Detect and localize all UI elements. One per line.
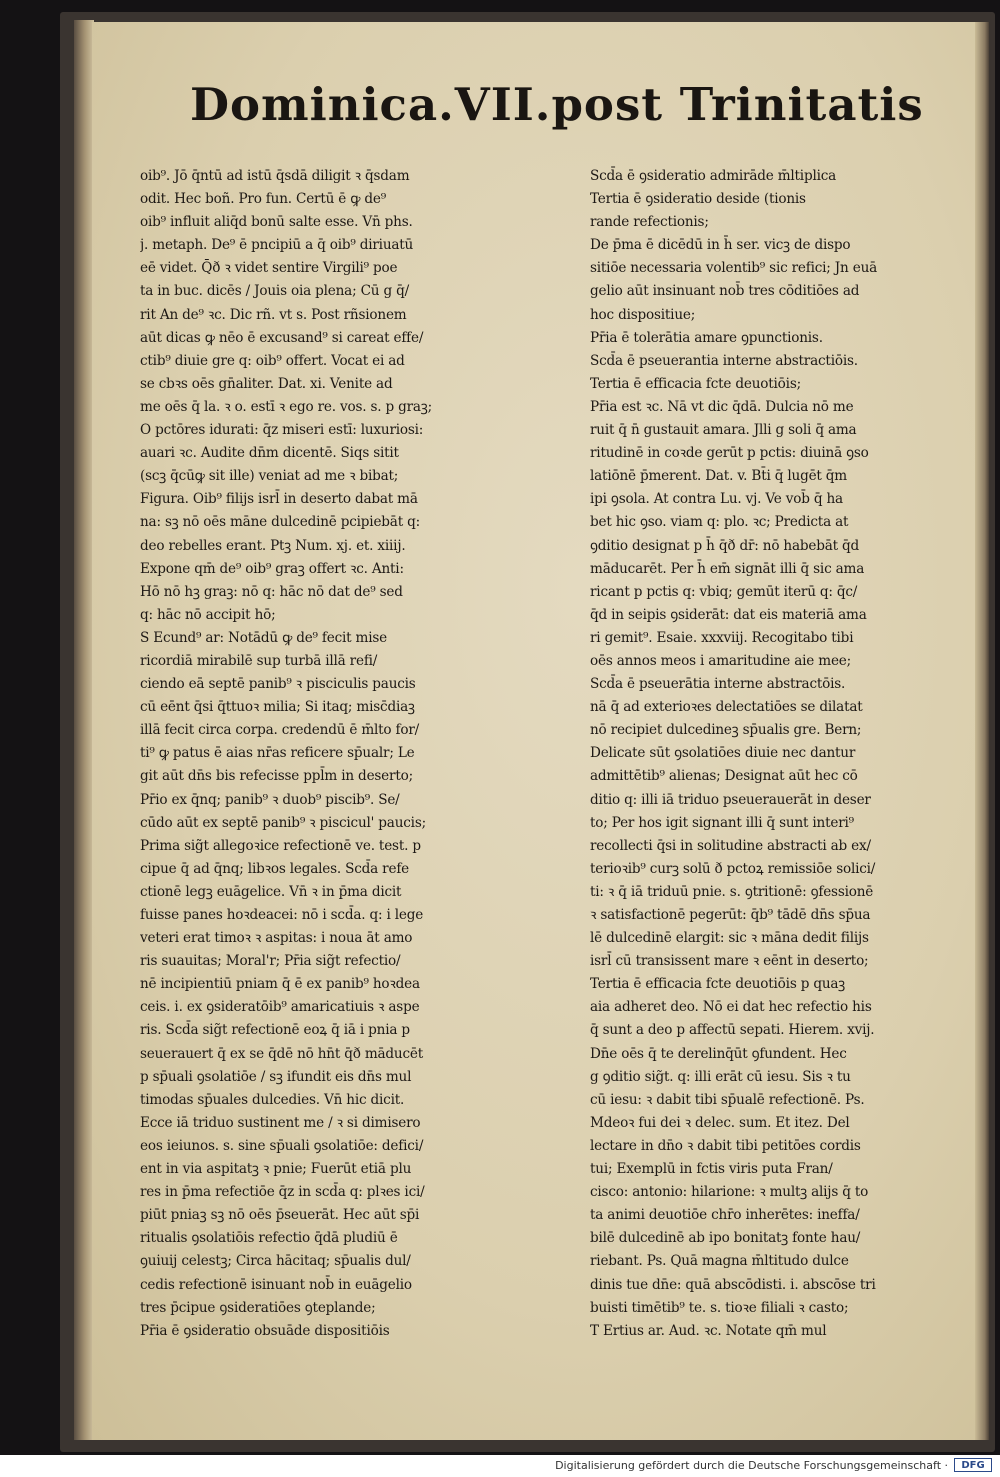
text-line: ꝛ satisfactionē pegerūt: q̄b⁹ tādē dn̄s sp̄ua bbox=[590, 907, 871, 923]
book-binding-edge bbox=[74, 20, 94, 1440]
page-heading: Dominica.VII.post Trinitatis bbox=[190, 78, 924, 131]
text-line: ꝯuiuij celestꝫ; Circa hācitaq; sp̄ualis dul/ bbox=[140, 1253, 411, 1270]
text-line: ti: ꝛ q̄ iā triduū pnie. s. ꝯtritionē: ꝯfessionē bbox=[590, 883, 874, 900]
text-line: ceis. i. ex ꝯsideratōib⁹ amaricatiuis ꝛ aspe bbox=[140, 999, 420, 1016]
text-line: cisco: antonio: hilarione: ꝛ multꝫ alijs q̄ to bbox=[590, 1184, 869, 1201]
text-line: ritualis ꝯsolatiōis refectio q̄dā pludiū ē bbox=[140, 1230, 398, 1247]
text-line: bet hic ꝯso. viam q: plo. ꝛc; Predicta at bbox=[590, 514, 849, 531]
text-line: Scd̄a ē pseuerantia interne abstractiōis. bbox=[590, 352, 858, 369]
text-line: lectare in dn̄o ꝛ dabit tibi petitōes cordis bbox=[590, 1137, 861, 1154]
text-line: cū eēnt q̄si q̄ttuoꝛ milia; Si itaq; misc̄diaꝫ bbox=[140, 699, 415, 716]
text-line: ti⁹ ꝙ patus ē aias nr̄as reficere sp̄ualr; Le bbox=[140, 745, 415, 762]
text-line: git aūt dn̄s bis refecisse ppl̄m in deserto; bbox=[140, 768, 413, 785]
text-line: buisti timētib⁹ te. s. tioꝛe filiali ꝛ casto; bbox=[590, 1299, 849, 1316]
text-line: nē incipientiū pniam q̄ ē ex panib⁹ hoꝛdea bbox=[140, 976, 420, 993]
text-line: sitiōe necessaria volentib⁹ sic refici; Jn euā bbox=[590, 260, 878, 277]
text-line: eos ieiunos. s. sine sp̄uali ꝯsolatiōe: defici/ bbox=[140, 1137, 424, 1154]
text-line: ta animi deuotiōe chr̄o inherētes: ineffa/ bbox=[590, 1207, 860, 1224]
text-line: q: hāc nō accipit hō; bbox=[140, 606, 276, 623]
text-line: tui; Exemplū in fctis viris puta Fran/ bbox=[590, 1161, 833, 1178]
text-line: dinis tue dn̄e: quā abscōdisti. i. abscōse tri bbox=[590, 1276, 876, 1293]
text-line: ris. Scd̄a sig̃t refectionē eoꝝ q̄ iā i pnia p bbox=[140, 1022, 410, 1039]
text-line: res in p̄ma refectiōe q̄z in scd̄a q: plꝛes ici/ bbox=[140, 1184, 425, 1201]
text-line: auari ꝛc. Audite dn̄m dicentē. Siqs sitit bbox=[140, 445, 399, 462]
text-line: ris suauitas; Moral'r; Pr̄ia sig̃t refectio/ bbox=[140, 953, 401, 970]
text-line: gelio aūt insinuant nob̄ tres cōditiōes ad bbox=[590, 283, 860, 300]
text-line: Delicate sūt ꝯsolatiōes diuie nec dantur bbox=[590, 745, 856, 762]
text-line: bilē dulcedinē ab ipo bonitatꝫ fonte hau/ bbox=[590, 1230, 861, 1247]
text-line: timodas sp̄uales dulcedies. Vn̄ hic dicit. bbox=[140, 1091, 405, 1108]
text-line: cūdo aūt ex septē panib⁹ ꝛ piscicul' paucis; bbox=[140, 814, 426, 831]
text-line: Dn̄e oēs q̄ te derelinq̄ūt ꝯfundent. Hec bbox=[590, 1045, 847, 1062]
text-line: na: sꝫ nō oēs māne dulcedinē pcipiebāt q: bbox=[140, 514, 420, 531]
text-line: deo rebelles erant. Ptꝫ Num. xj. et. xiiij. bbox=[140, 537, 406, 554]
text-line: to; Per hos igit signant illi q̄ sunt interi⁹ bbox=[590, 814, 854, 831]
text-line: oib⁹ influit aliq̄d bonū salte esse. Vn̄ phs. bbox=[140, 214, 413, 231]
text-line: ruit q̄ n̄ gustauit amara. Jlli g soli q̄ ama bbox=[590, 422, 857, 439]
text-line: tres p̄cipue ꝯsideratiōes ꝯteplande; bbox=[140, 1299, 376, 1316]
text-line: ꝯditio designat p h̄ q̄ð dr̄: nō habebāt q̄d bbox=[590, 537, 860, 554]
text-line: lē dulcedinē elargit: sic ꝛ māna dedit filijs bbox=[590, 930, 869, 947]
text-line: eē videt. Q̄ð ꝛ videt sentire Virgili⁹ poe bbox=[140, 260, 398, 277]
text-line: Tertia ē efficacia fcte deuotiōis; bbox=[590, 375, 801, 392]
text-line: nā q̄ ad exterioꝛes delectatiōes se dilatat bbox=[590, 699, 863, 716]
text-line: admittētib⁹ alienas; Designat aūt hec cō bbox=[590, 768, 858, 785]
text-line: S Ecund⁹ ar: Notādū ꝙ de⁹ fecit mise bbox=[140, 629, 388, 646]
text-line: illā fecit circa corpa. credendū ē m̄lto for/ bbox=[140, 722, 420, 739]
text-line: nō recipiet dulcedineꝫ sp̄ualis gre. Bern; bbox=[590, 722, 862, 739]
text-line: cū iesu: ꝛ dabit tibi sp̄ualē refectionē. Ps. bbox=[590, 1091, 865, 1108]
text-line: isrl̄ cū transissent mare ꝛ eēnt in deserto; bbox=[590, 953, 869, 970]
text-line: Scd̄a ē ꝯsideratio admirāde m̄ltiplica bbox=[590, 168, 837, 184]
text-line: oēs annos meos i amaritudine aie mee; bbox=[590, 652, 852, 669]
dfg-logo: DFG bbox=[954, 1458, 992, 1472]
text-line: māducarēt. Per h̄ em̄ signāt illi q̄ sic ama bbox=[590, 560, 865, 577]
text-line: Ecce iā triduo sustinent me / ꝛ si dimisero bbox=[140, 1114, 421, 1131]
text-line: cipue q̄ ad q̄nq; libꝛos legales. Scd̄a refe bbox=[140, 860, 409, 877]
digitization-credit: Digitalisierung gefördert durch die Deutsche Forschungsgemeinschaft · bbox=[555, 1459, 948, 1472]
text-line: riebant. Ps. Quā magna m̄ltitudo dulce bbox=[590, 1253, 849, 1270]
text-line: p sp̄uali ꝯsolatiōe / sꝫ ifundit eis dn̄s mul bbox=[140, 1068, 412, 1085]
text-line: hoc dispositiue; bbox=[590, 306, 696, 323]
text-line: Pr̄io ex q̄nq; panib⁹ ꝛ duob⁹ piscib⁹. Se/ bbox=[140, 791, 400, 808]
text-line: g ꝯditio sig̃t. q: illi erāt cū iesu. Sis ꝛ tu bbox=[590, 1068, 851, 1085]
text-line: q̄ sunt a deo p affectū sepati. Hierem. xvij. bbox=[590, 1022, 875, 1039]
text-line: veteri erat timoꝛ ꝛ aspitas: i noua āt amo bbox=[140, 930, 413, 947]
text-line: se cbꝛs oēs gn̄aliter. Dat. xi. Venite ad bbox=[140, 375, 393, 392]
text-line: Hō nō hꝫ graꝫ: nō q: hāc nō dat de⁹ sed bbox=[140, 583, 403, 600]
text-line: latiōnē p̄merent. Dat. v. Bt̄i q̄ lugēt q̄m bbox=[590, 468, 847, 485]
text-line: j. metaph. De⁹ ē pncipiū a q̄ oib⁹ diriuatū bbox=[140, 237, 414, 254]
left-text-column bbox=[140, 165, 576, 1343]
text-line: ipi ꝯsola. At contra Lu. vj. Ve vob̄ q̄ ha bbox=[590, 491, 843, 508]
text-line: ciendo eā septē panib⁹ ꝛ pisciculis paucis bbox=[140, 676, 416, 693]
right-text-column bbox=[590, 165, 935, 1343]
text-line: cedis refectionē isinuant nob̄ in euāgelio bbox=[140, 1276, 412, 1293]
text-line: ditio q: illi iā triduo pseuerauerāt in deser bbox=[590, 791, 871, 808]
text-line: (scꝫ q̄cūꝙ sit ille) veniat ad me ꝛ bibat; bbox=[140, 468, 399, 485]
text-line: ctionē legꝫ euāgelice. Vn̄ ꝛ in p̄ma dicit bbox=[140, 883, 402, 900]
text-line: recollecti q̄si in solitudine abstracti ab ex/ bbox=[590, 837, 871, 854]
text-line: ricordiā mirabilē sup turbā illā refi/ bbox=[140, 652, 378, 669]
text-line: Mdeoꝛ fui dei ꝛ delec. sum. Et itez. Del bbox=[590, 1114, 850, 1131]
text-line: rit An de⁹ ꝛc. Dic rñ. vt s. Post rñsionem bbox=[140, 306, 407, 323]
text-line: fuisse panes hoꝛdeacei: nō i scd̄a. q: i lege bbox=[140, 907, 424, 923]
text-line: ent in via aspitatꝫ ꝛ pnie; Fuerūt etiā plu bbox=[140, 1161, 412, 1178]
text-line: oib⁹. Jō q̄ntū ad istū q̄sdā diligit ꝛ q̄sdam bbox=[140, 168, 410, 184]
text-line: Scd̄a ē pseuerātia interne abstractōis. bbox=[590, 676, 846, 693]
text-line: terioꝛib⁹ curꝫ solū ð pctoꝝ remissiōe solici/ bbox=[590, 860, 876, 877]
text-line: ctib⁹ diuie gre q: oib⁹ offert. Vocat ei ad bbox=[140, 352, 405, 369]
text-line: T Ertius ar. Aud. ꝛc. Notate qm̄ mul bbox=[590, 1322, 827, 1339]
text-line: aia adheret deo. Nō ei dat hec refectio his bbox=[590, 999, 872, 1016]
text-line: Tertia ē efficacia fcte deuotiōis p quaꝫ bbox=[590, 976, 846, 993]
text-line: piūt pniaꝫ sꝫ nō oēs p̄seuerāt. Hec aūt sp̄i bbox=[140, 1207, 420, 1224]
text-line: Prima sig̃t allegoꝛice refectionē ve. test. p bbox=[140, 837, 421, 854]
text-line: Tertia ē ꝯsideratio deside (tionis bbox=[590, 191, 806, 208]
text-line: ricant p pctis q: vbiq; gemūt iterū q: q̄c/ bbox=[590, 583, 858, 600]
text-line: Pr̄ia ē ꝯsideratio obsuāde dispositiōis bbox=[140, 1322, 390, 1339]
page-fore-edge bbox=[975, 22, 989, 1440]
text-line: Pr̄ia ē tolerātia amare ꝯpunctionis. bbox=[590, 329, 823, 346]
text-line: ri gemit⁹. Esaie. xxxviij. Recogitabo tibi bbox=[590, 629, 854, 646]
text-line: Expone qm̄ de⁹ oib⁹ graꝫ offert ꝛc. Anti: bbox=[140, 560, 404, 577]
text-line: O pctōres idurati: q̄z miseri estī: luxuriosi: bbox=[140, 422, 424, 439]
text-line: q̄d in seipis ꝯsiderāt: dat eis materiā ama bbox=[590, 606, 867, 623]
text-line: rande refectionis; bbox=[590, 214, 709, 231]
text-line: De p̄ma ē dicēdū in h̄ ser. vicꝫ de dispo bbox=[590, 237, 851, 254]
text-line: ta in buc. dicēs / Jouis oia plena; Cū g q̄/ bbox=[140, 283, 409, 300]
text-line: odit. Hec boñ. Pro fun. Certū ē ꝙ de⁹ bbox=[140, 191, 386, 208]
text-line: seuerauert q̄ ex se q̄dē nō hn̄t q̄ð māducēt bbox=[140, 1045, 424, 1062]
text-line: Figura. Oib⁹ filijs isrl̄ in deserto dabat mā bbox=[140, 491, 418, 508]
text-line: ritudinē in coꝛde gerūt p pctis: diuinā ꝯso bbox=[590, 445, 869, 462]
text-line: aūt dicas ꝙ nēo ē excusand⁹ si careat effe/ bbox=[140, 329, 424, 346]
text-line: Pr̄ia est ꝛc. Nā vt dic q̄dā. Dulcia nō me bbox=[590, 398, 854, 415]
text-line: me oēs q̄ la. ꝛ o. estī ꝛ ego re. vos. s. p graꝫ; bbox=[140, 398, 432, 415]
